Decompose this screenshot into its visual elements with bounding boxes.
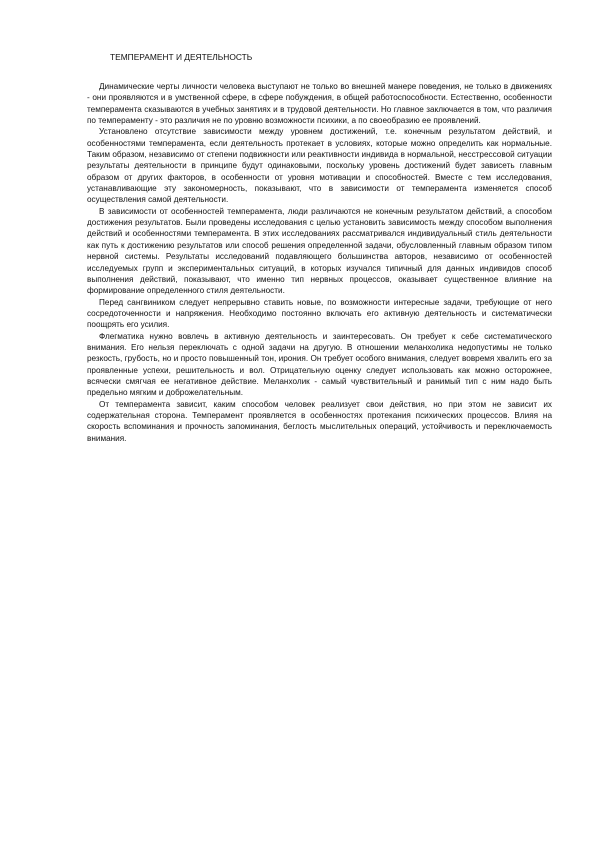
paragraph-3: В зависимости от особенностей темперамента, люди различаются не конечным результатом действий, а способом достижения результатов. Были проведены исследования с целью установить зависимость между способом выполнения действий и особенностями темперамента. В этих исследованиях рассматривался индивидуальный стиль деятельности как путь к достижению результатов или способ решения определенной задачи, обусловленный главным образом типом нервной системы. Результаты исследований подавляющего большинства авторов, независимо от особенностей исследуемых групп и экспериментальных ситуаций, в которых изучался типичный для данных индивидов способ выполнения действий, показывают, что именно тип нервных процессов, оказывает существенное влияние на формирование определенного стиля деятельности. — [87, 206, 552, 296]
paragraph-2: Установлено отсутствие зависимости между уровнем достижений, т.е. конечным результатом действий, и особенностями темперамента, если деятельность протекает в условиях, которые можно определить как нормальные. Таким образом, независимо от степени подвижности или реактивности индивида в нормальной, несстрессовой ситуации результаты деятельности в принципе будут одинаковыми, поскольку уровень достижений будет зависеть главным образом от других факторов, в особенности от уровня мотивации и способностей. Вместе с тем исследования, устанавливающие эту закономерность, показывают, что в зависимости от темперамента изменяется способ осуществления самой деятельности. — [87, 127, 552, 205]
document-title: ТЕМПЕРАМЕНТ И ДЕЯТЕЛЬНОСТЬ — [110, 52, 253, 62]
paragraph-1: Динамические черты личности человека выступают не только во внешней манере поведения, не только в движениях - они проявляются и в умственной сфере, в сфере побуждения, в общей работоспособности. Естественно, особенности темперамента сказываются в учебных занятиях и в трудовой деятельности. Но главное заключается в том, что различия по темпераменту - это различия не по уровню возможности психики, а по своеобразию ее проявлений. — [87, 82, 552, 126]
document-page — [87, 52, 552, 444]
title-spacer — [87, 62, 552, 81]
paragraph-5: Флегматика нужно вовлечь в активную деятельность и заинтересовать. Он требует к себе систематического внимания. Его нельзя переключать с одной задачи на другую. В отношении меланхолика недопустимы не только резкость, грубость, но и просто повышенный тон, ирония. Он требует особого внимания, следует вовремя хвалить его за проявленные успехи, решительность и вол. Отрицательную оценку следует использовать как можно осторожнее, всячески смягчая ее негативное действие. Меланхолик - самый чувствительный и ранимый тип с ним надо быть предельно мягким и доброжелательным. — [87, 331, 552, 398]
paragraph-6: От темперамента зависит, каким способом человек реализует свои действия, но при этом не зависит их содержательная сторона. Темперамент проявляется в особенностях протекания психических процессов. Влияя на скорость вспоминания и прочность запоминания, беглость мыслительных операций, устойчивость и переключаемость внимания. — [87, 399, 552, 443]
paragraph-4: Перед сангвиником следует непрерывно ставить новые, по возможности интересные задачи, требующие от него сосредоточенности и напряжения. Необходимо постоянно включать его активную деятельность и систематически поощрять его усилия. — [87, 297, 552, 330]
